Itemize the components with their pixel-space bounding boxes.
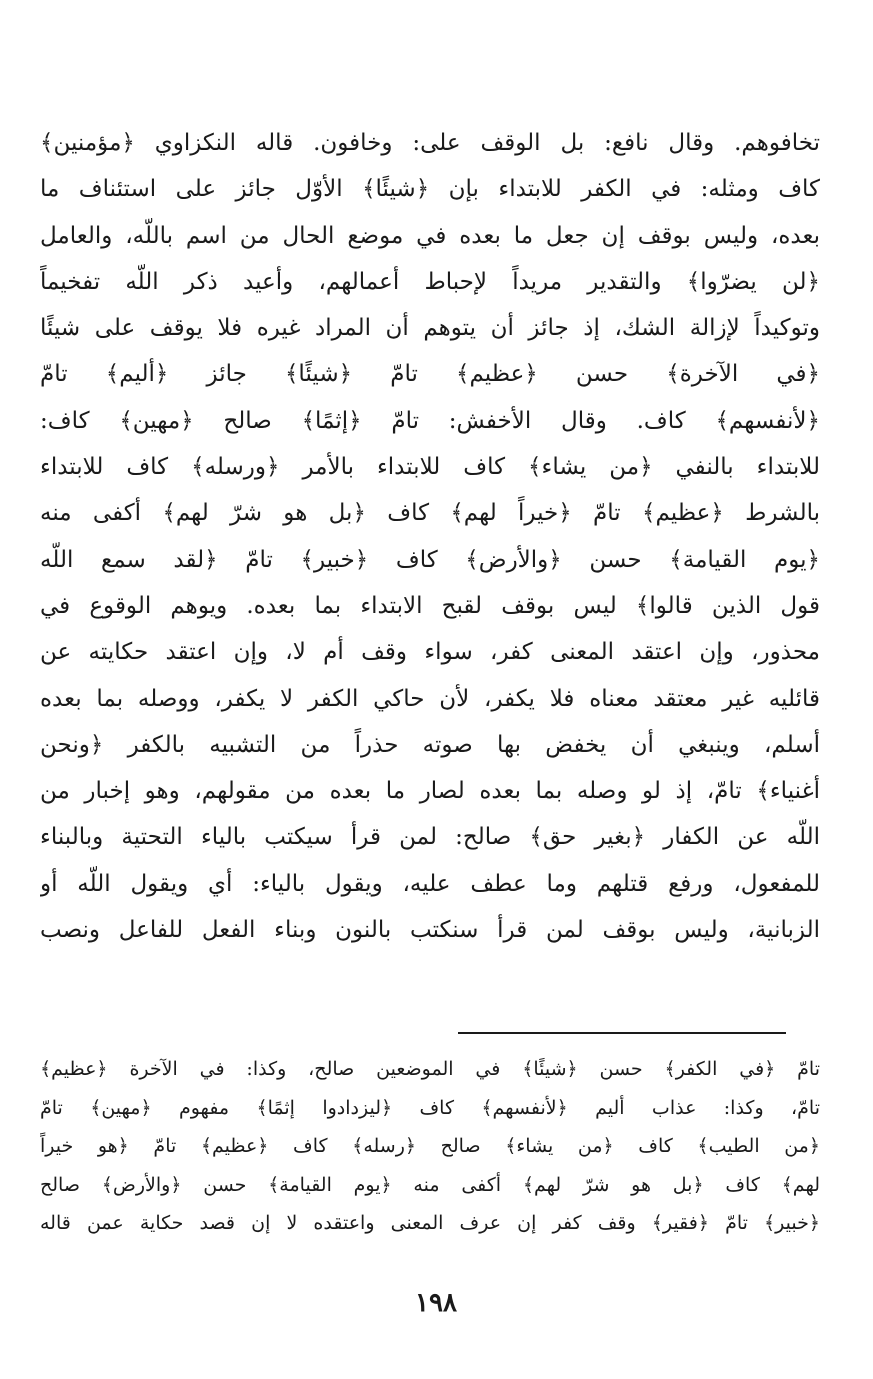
footnote-line: ﴿خبير﴾ تامّ ﴿فقير﴾ وقف كفر إن عرف المعنى واعتقده لا إن قصد حكاية عمن قاله	[40, 1212, 820, 1235]
footnote-line: لهم﴾ كاف ﴿بل هو شرّ لهم﴾ أكفى منه ﴿يوم القيامة﴾ حسن ﴿والأرض﴾ صالح	[40, 1173, 820, 1196]
footnote-line: تامّ، وكذا: عذاب أليم ﴿لأنفسهم﴾ كاف ﴿ليزدادوا إثمًا﴾ مفهوم ﴿مهين﴾ تامّ	[40, 1096, 820, 1119]
text-line: للمفعول، ورفع قتلهم وما عطف عليه، ويقول بالياء: أي ويقول اللّه أو	[40, 870, 820, 897]
text-line: بالشرط ﴿عظيم﴾ تامّ ﴿خيراً لهم﴾ كاف ﴿بل هو شرّ لهم﴾ أكفى منه	[40, 500, 820, 527]
text-line: ﴿يوم القيامة﴾ حسن ﴿والأرض﴾ كاف ﴿خبير﴾ تامّ ﴿لقد سمع اللّه	[40, 546, 820, 573]
text-line: تخافوهم. وقال نافع: بل الوقف على: وخافون. قاله النكزاوي ﴿مؤمنين﴾	[40, 130, 820, 156]
text-line: قائليه غير معتقد معناه فلا يكفر، لأن حاكي الكفر لا يكفر، ووصله بما بعده	[40, 685, 820, 712]
page-number: ١٩٨	[415, 1288, 457, 1318]
footnote-separator	[458, 1032, 786, 1034]
text-line: للابتداء بالنفي ﴿من يشاء﴾ كاف للابتداء بالأمر ﴿ورسله﴾ كاف للابتداء	[40, 454, 820, 481]
text-line: وتوكيداً لإزالة الشك، إذ جائز أن يتوهم أن المراد غيره فلا يوقف على شيئًا	[40, 315, 820, 342]
text-line: ﴿في الآخرة﴾ حسن ﴿عظيم﴾ تامّ ﴿شيئًا﴾ جائز ﴿أليم﴾ تامّ	[40, 361, 820, 388]
text-line: محذور، وإن اعتقد المعنى كفر، سواء وقف أم لا، وإن اعتقد حكايته عن	[40, 639, 820, 666]
footnote-line: تامّ ﴿في الكفر﴾ حسن ﴿شيئًا﴾ في الموضعين صالح، وكذا: في الآخرة ﴿عظيم﴾	[40, 1058, 820, 1080]
main-text	[40, 120, 820, 953]
text-line: قول الذين قالوا﴾ ليس بوقف لقبح الابتداء بما بعده. ويوهم الوقوع في	[40, 592, 820, 619]
footnotes	[40, 1050, 820, 1243]
text-line: الزبانية، وليس بوقف لمن قرأ سنكتب بالنون وبناء الفعل للفاعل ونصب	[40, 917, 820, 944]
text-line: اللّه عن الكفار ﴿بغير حق﴾ صالح: لمن قرأ سيكتب بالياء التحتية وبالبناء	[40, 824, 820, 851]
footnote-line: ﴿من الطيب﴾ كاف ﴿من يشاء﴾ صالح ﴿رسله﴾ كاف ﴿عظيم﴾ تامّ ﴿هو خيراً	[40, 1135, 820, 1158]
text-line: ﴿لن يضرّوا﴾ والتقدير مريداً لإحباط أعمالهم، وأعيد ذكر اللّه تفخيماً	[40, 268, 820, 295]
text-line: كاف ومثله: في الكفر للابتداء بإن ﴿شيئًا﴾ الأوّل جائز على استئناف ما	[40, 176, 820, 203]
text-line: ﴿لأنفسهم﴾ كاف. وقال الأخفش: تامّ ﴿إثمًا﴾ صالح ﴿مهين﴾ كاف:	[40, 407, 820, 434]
text-line: أغنياء﴾ تامّ، إذ لو وصله بما بعده لصار ما بعده من مقولهم، وهو إخبار من	[40, 778, 820, 805]
text-line: بعده، وليس بوقف إن جعل ما بعده في موضع الحال من اسم باللّه، والعامل	[40, 222, 820, 249]
text-line: أسلم، وينبغي أن يخفض بها صوته حذراً من التشبيه بالكفر ﴿ونحن	[40, 731, 820, 758]
